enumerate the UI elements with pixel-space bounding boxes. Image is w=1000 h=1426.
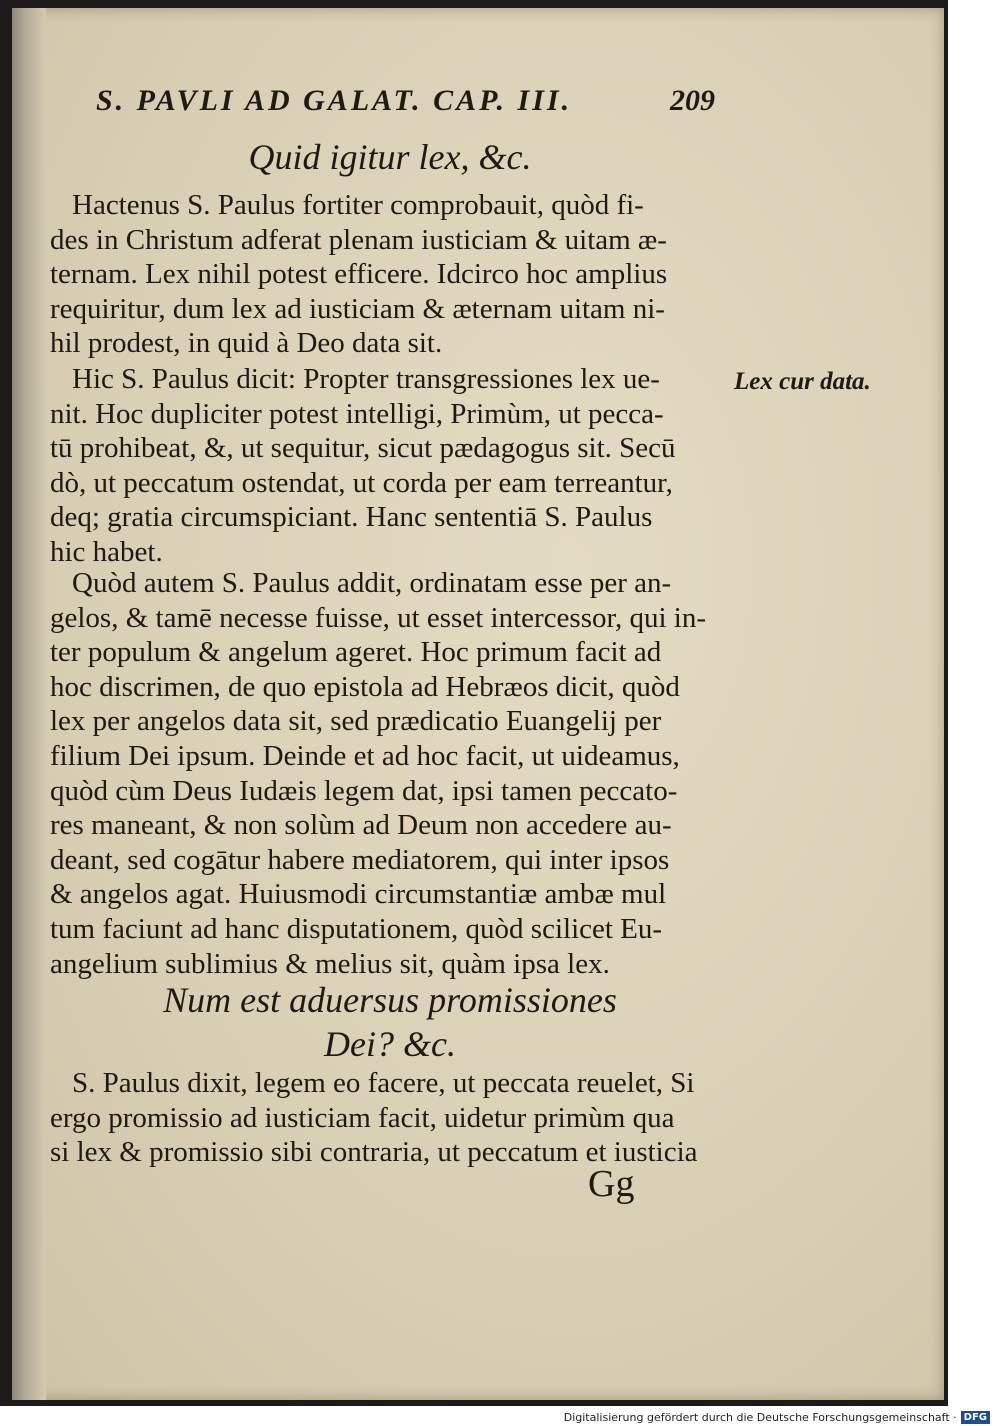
digitization-credit [564,1411,990,1424]
text-line: si lex & promissio sibi contraria, ut peccatum et iusticia [50,1136,698,1169]
page-gutter [12,8,46,1400]
text-line: hoc discrimen, de quo epistola ad Hebræos dicit, quòd [50,670,680,703]
text-line: Hic S. Paulus dicit: Propter transgressiones lex ue- [72,363,660,395]
text-line: res maneant, & non solùm ad Deum non accedere au- [50,809,672,842]
text-line: tum faciunt ad hanc disputationem, quòd scilicet Eu- [50,912,663,945]
text-line: tū prohibeat, &, ut sequitur, sicut pædagogus sit. Secū [50,432,676,465]
text-line: S. Paulus dixit, legem eo facere, ut peccata reuelet, Si [72,1067,695,1099]
text-line: requiritur, dum lex ad iusticiam & æternam uitam ni- [50,292,665,325]
section-heading-2 [70,978,710,1066]
credit-text: Digitalisierung gefördert durch die Deutsche Forschungsgemeinschaft · [563,1411,957,1424]
text-line: angelium sublimius & melius sit, quàm ipsa lex. [50,947,610,980]
text-line: Hactenus S. Paulus fortiter comprobauit, quòd fi- [72,189,644,221]
dfg-logo: DFG [961,1411,990,1424]
signature-mark: Gg [588,1163,635,1205]
paragraph-4 [50,1066,740,1170]
heading-line: Quid igitur lex, &c. [248,137,532,177]
text-line: gelos, & tamē necesse fuisse, ut esset intercessor, qui in- [50,601,706,634]
text-line: hil prodest, in quid à Deo data sit. [50,327,443,360]
text-line: Quòd autem S. Paulus addit, ordinatam esse per an- [72,567,672,599]
text-line: deant, sed cogātur habere mediatorem, qui inter ipsos [50,843,670,876]
text-line: des in Christum adferat plenam iusticiam & uitam æ- [50,223,667,256]
text-line: nit. Hoc dupliciter potest intelligi, Primùm, ut pecca- [50,397,664,430]
text-line: ergo promissio ad iusticiam facit, uidetur primùm qua [50,1101,675,1134]
running-title: S. PAVLI AD GALAT. CAP. III. [96,84,573,117]
margin-note: Lex cur data. [734,368,871,395]
text-line: ter populum & angelum ageret. Hoc primum facit ad [50,636,662,669]
text-line: quòd cùm Deus Iudæis legem dat, ipsi tamen peccato- [50,774,678,807]
heading-line: Dei? &c. [324,1024,456,1064]
paragraph-3 [50,566,740,981]
text-line: lex per angelos data sit, sed prædicatio Euangelij per [50,705,662,738]
text-line: filium Dei ipsum. Deinde et ad hoc facit, ut uideamus, [50,739,680,772]
paragraph-1 [50,188,740,361]
text-line: deq; gratia circumspiciant. Hanc sententiā S. Paulus [50,501,653,534]
heading-line: Num est aduersus promissiones [163,980,617,1020]
text-line: ternam. Lex nihil potest efficere. Idcirco hoc amplius [50,258,668,291]
page-number: 209 [670,84,715,117]
text-line: & angelos agat. Huiusmodi circumstantiæ ambæ mul [50,878,667,911]
text-line: dò, ut peccatum ostendat, ut corda per eam terreantur, [50,466,673,499]
text-line: hic habet. [50,535,163,568]
paragraph-2 [50,362,740,570]
section-heading-1 [70,136,710,178]
